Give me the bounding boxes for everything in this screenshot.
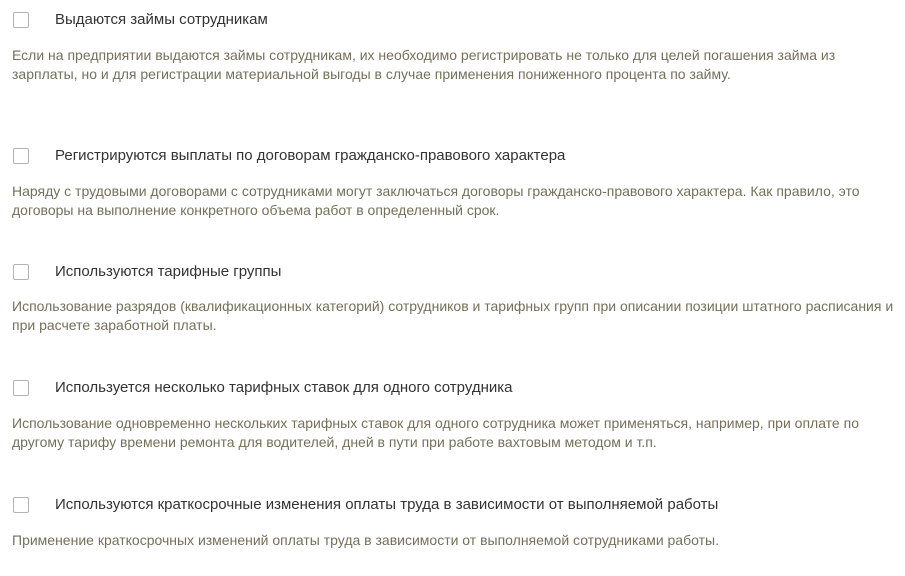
option-label[interactable]: Используются краткосрочные изменения оплаты труда в зависимости от выполняемой работы bbox=[55, 496, 719, 513]
option-row[interactable] bbox=[0, 378, 905, 400]
multiple-tariff-rates-checkbox[interactable] bbox=[13, 380, 29, 396]
option-description: Применение краткосрочных изменений оплаты труда в зависимости от выполняемой сотрудниками работы. bbox=[12, 532, 719, 548]
short-term-pay-changes-checkbox[interactable] bbox=[13, 497, 29, 513]
employee-loans-checkbox[interactable] bbox=[13, 12, 29, 28]
civil-contracts-checkbox[interactable] bbox=[13, 148, 29, 164]
option-label[interactable]: Регистрируются выплаты по договорам гражданско-правового характера bbox=[55, 147, 566, 164]
option-description: Использование одновременно нескольких тарифных ставок для одного сотрудника может применяться, например, при оплате по другому тарифу времени ремонта для водителей, дней в пути при работе вахтовым методом и т.п. bbox=[12, 415, 859, 450]
option-label[interactable]: Используется несколько тарифных ставок для одного сотрудника bbox=[55, 379, 513, 396]
tariff-groups-checkbox[interactable] bbox=[13, 264, 29, 280]
option-description: Если на предприятии выдаются займы сотрудникам, их необходимо регистрировать не только для целей погашения займа из зарплаты, но и для регистрации материальной выгоды в случае применения пониженного процента по займу. bbox=[12, 47, 836, 82]
option-row[interactable] bbox=[0, 262, 905, 284]
option-row[interactable] bbox=[0, 495, 905, 517]
option-row[interactable] bbox=[0, 146, 905, 168]
option-label[interactable]: Выдаются займы сотрудникам bbox=[55, 11, 268, 28]
option-description: Использование разрядов (квалификационных категорий) сотрудников и тарифных групп при описании позиции штатного расписания и при расчете заработной платы. bbox=[12, 298, 894, 333]
option-description: Наряду с трудовыми договорами с сотрудниками могут заключаться договоры гражданско-правового характера. Как правило, это договоры на выполнение конкретного объема работ в определенный срок. bbox=[12, 183, 860, 218]
option-label[interactable]: Используются тарифные группы bbox=[55, 263, 282, 280]
option-row[interactable] bbox=[0, 10, 905, 32]
